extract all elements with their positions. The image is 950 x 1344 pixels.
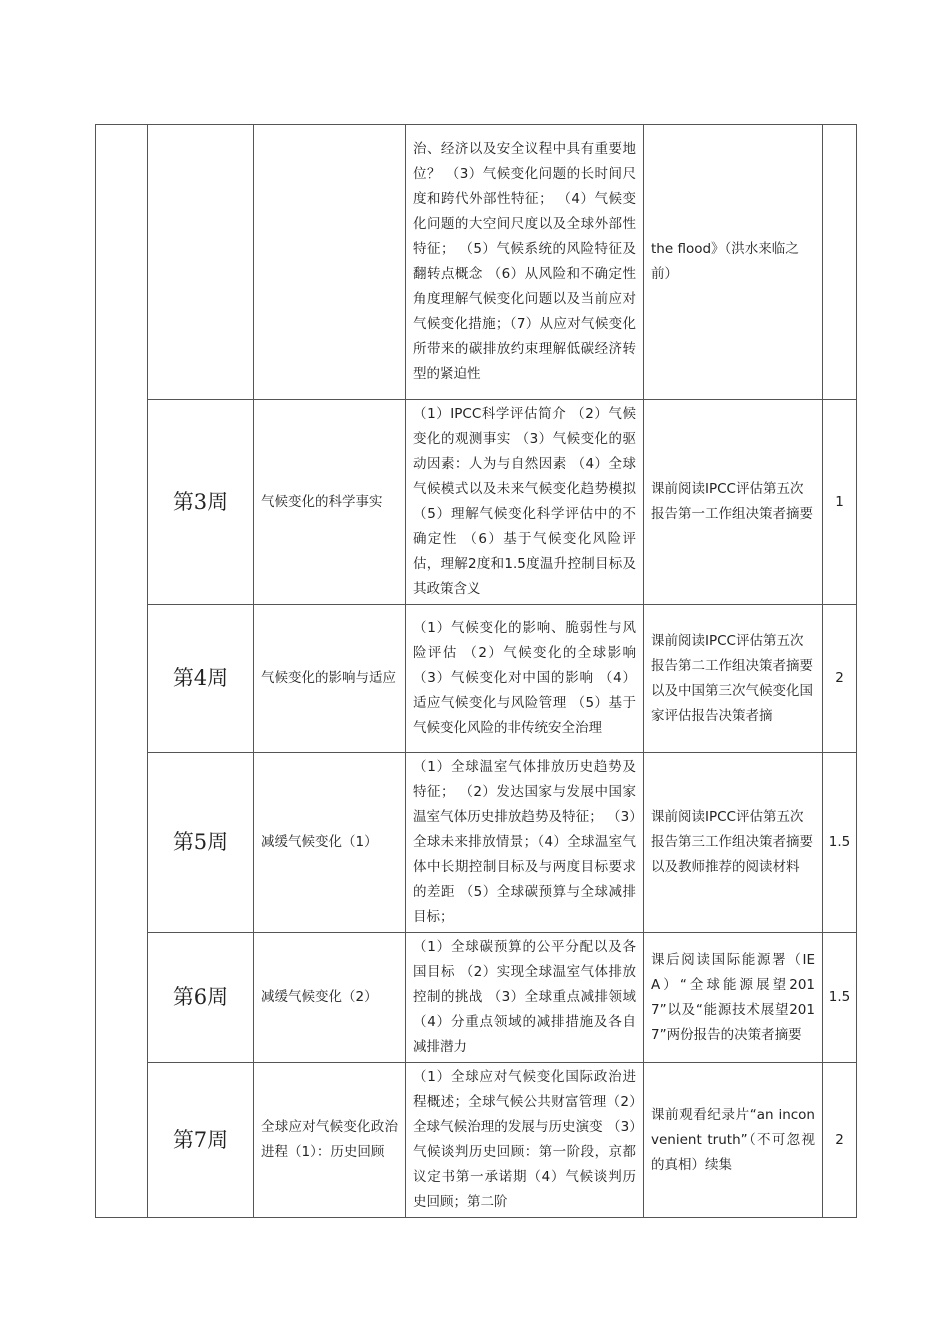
content-cell: （1）全球温室气体排放历史趋势及特征； （2）发达国家与发展中国家温室气体历史排放趋势及特征； （3）全球未来排放情景；（4）全球温室气体中长期控制目标及与两度目标要求的差距 （5）全球碳预算与全球减排目标； [406,753,644,933]
week-cell: 第3周 [148,400,254,605]
content-cell: 治、经济以及安全议程中具有重要地位？ （3）气候变化问题的长时间尺度和跨代外部性特征； （4）气候变化问题的大空间尺度以及全球外部性特征； （5）气候系统的风险特征及翻转点概念 （6）从风险和不确定性角度理解气候变化问题以及当前应对气候变化措施；（7）从应对气候变化所带来的碳排放约束理解低碳经济转型的紧迫性 [406,125,644,400]
topic-cell: 全球应对气候变化政治进程（1）：历史回顾 [254,1063,406,1218]
topic-cell: 气候变化的科学事实 [254,400,406,605]
reading-cell: 课前阅读IPCC评估第五次报告第二工作组决策者摘要以及中国第三次气候变化国家评估报告决策者摘 [644,605,823,753]
topic-cell: 气候变化的影响与适应 [254,605,406,753]
course-schedule-table [95,124,857,1218]
left-merged-cell [96,125,148,1218]
hours-cell: 1.5 [823,753,857,933]
content-cell: （1）全球应对气候变化国际政治进程概述；全球气候公共财富管理（2）全球气候治理的发展与历史演变 （3）气候谈判历史回顾：第一阶段，京都议定书第一承诺期（4）气候谈判历史回顾；第二阶 [406,1063,644,1218]
table-row-week-6 [96,933,857,1063]
content-cell: （1）气候变化的影响、脆弱性与风险评估 （2）气候变化的全球影响 （3）气候变化对中国的影响 （4）适应气候变化与风险管理 （5）基于气候变化风险的非传统安全治理 [406,605,644,753]
content-cell: （1）全球碳预算的公平分配以及各国目标 （2）实现全球温室气体排放控制的挑战 （3）全球重点减排领域 （4）分重点领域的减排措施及各自减排潜力 [406,933,644,1063]
table-row-continued [96,125,857,400]
topic-cell [254,125,406,400]
week-cell [148,125,254,400]
topic-cell: 减缓气候变化（1） [254,753,406,933]
table-row-week-5 [96,753,857,933]
hours-cell: 2 [823,1063,857,1218]
week-cell: 第6周 [148,933,254,1063]
reading-cell: 课后阅读国际能源署（IEA）“全球能源展望2017”以及“能源技术展望2017”两份报告的决策者摘要 [644,933,823,1063]
reading-cell: 课前观看纪录片“an inconvenient truth”（不可忽视的真相）续集 [644,1063,823,1218]
reading-cell: 课前阅读IPCC评估第五次报告第一工作组决策者摘要 [644,400,823,605]
hours-cell [823,125,857,400]
topic-cell: 减缓气候变化（2） [254,933,406,1063]
reading-cell: 课前阅读IPCC评估第五次报告第三工作组决策者摘要以及教师推荐的阅读材料 [644,753,823,933]
content-cell: （1）IPCC科学评估简介 （2）气候变化的观测事实 （3）气候变化的驱动因素：人为与自然因素 （4）全球气候模式以及未来气候变化趋势模拟 （5）理解气候变化科学评估中的不确定性 （6）基于气候变化风险评估，理解2度和1.5度温升控制目标及其政策含义 [406,400,644,605]
table-row-week-3 [96,400,857,605]
week-cell: 第5周 [148,753,254,933]
table-row-week-7 [96,1063,857,1218]
hours-cell: 1.5 [823,933,857,1063]
week-cell: 第4周 [148,605,254,753]
hours-cell: 2 [823,605,857,753]
hours-cell: 1 [823,400,857,605]
week-cell: 第7周 [148,1063,254,1218]
reading-cell: the flood》（洪水来临之前） [644,125,823,400]
table-row-week-4 [96,605,857,753]
